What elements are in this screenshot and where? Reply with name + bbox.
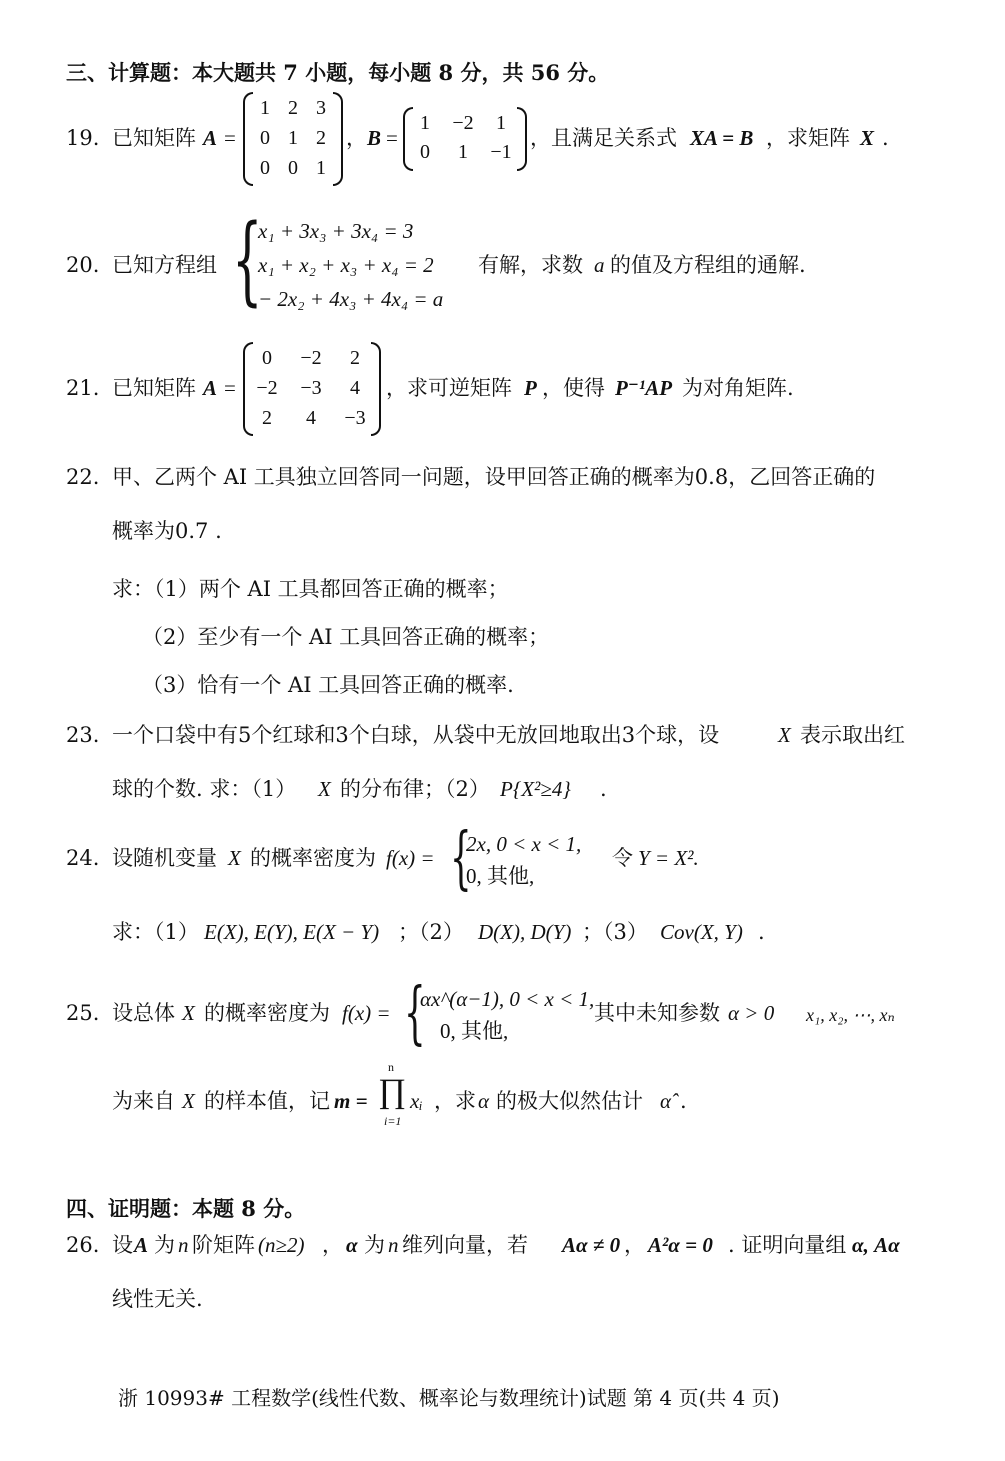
section-3-heading: 三、计算题：本大题共 7 小题，每小题 8 分，共 56 分。	[66, 60, 610, 85]
condition: (n≥2)	[258, 1233, 305, 1257]
product-upper-limit: n	[388, 1060, 394, 1074]
equation-2: x₁ + x₂ + x₃ + x₄ = 2	[258, 253, 434, 277]
question-number: 25.	[66, 1001, 100, 1025]
sample-values: x₁, x₂, ⋯, xₙ	[806, 1005, 895, 1025]
period: .	[758, 920, 765, 944]
matrix-cell: 1	[260, 97, 270, 119]
matrix-cell: 1	[316, 157, 326, 179]
matrix-cell: 1	[288, 127, 298, 149]
vector-group: α, Aα	[852, 1233, 900, 1257]
equation-1: x₁ + 3x₃ + 3x₄ = 3	[258, 219, 414, 243]
question-text: 球的个数. 求：（1）	[112, 777, 297, 801]
question-text: 的样本值，记	[204, 1089, 330, 1113]
question-text: ；（3）	[582, 920, 648, 944]
sub-question-3: （3）恰有一个 AI 工具回答正确的概率.	[142, 673, 514, 697]
question-21	[0, 340, 1005, 440]
matrix-A-label: A	[203, 126, 218, 150]
matrix-cell: 2	[288, 97, 298, 119]
left-brace: {	[404, 974, 426, 1053]
question-22	[0, 462, 1005, 702]
question-24	[0, 819, 1005, 955]
comma: ，	[322, 1233, 343, 1257]
question-text: 为	[364, 1233, 385, 1257]
question-number: 24.	[66, 846, 100, 870]
question-text: . 证明向量组	[728, 1233, 847, 1257]
question-text: 维列向量，若	[402, 1233, 528, 1257]
section-4-heading: 四、证明题：本题 8 分。	[66, 1196, 306, 1221]
question-text: 的概率密度为	[250, 846, 376, 870]
matrix-X-label: X	[860, 126, 875, 150]
matrix-cell: −2	[452, 112, 474, 134]
period: .	[680, 1089, 687, 1113]
variable-n: n	[178, 1233, 189, 1257]
question-23	[0, 720, 1005, 810]
condition: α > 0	[728, 1001, 775, 1025]
variable-X: X	[182, 1089, 195, 1113]
condition-2: A²α = 0	[648, 1233, 713, 1257]
matrix-cell: 1	[458, 141, 468, 163]
comma: ，	[624, 1233, 645, 1257]
question-text: 的分布律；（2）	[340, 777, 490, 801]
condition-1: Aα ≠ 0	[562, 1233, 621, 1257]
question-text: 有解，求数	[478, 253, 583, 277]
question-text: ，使得	[542, 376, 605, 400]
question-lead: 已知矩阵	[112, 126, 196, 150]
matrix-cell: −2	[256, 377, 278, 399]
question-25	[0, 974, 1005, 1140]
vector-alpha: α	[346, 1233, 358, 1257]
question-text: 的极大似然估计	[496, 1089, 643, 1113]
question-text: ；（2）	[398, 920, 464, 944]
matrix-cell: −3	[300, 377, 322, 399]
matrix-B-label: B	[367, 126, 382, 150]
question-text: 线性无关.	[112, 1287, 203, 1311]
variable-alpha: α	[478, 1089, 490, 1113]
question-text: 其中未知参数	[594, 1001, 720, 1025]
relation: XA = B	[690, 126, 754, 150]
question-number: 22.	[66, 465, 100, 489]
matrix-cell: 1	[420, 112, 430, 134]
matrix-cell: 0	[260, 127, 270, 149]
matrix-cell: 0	[288, 157, 298, 179]
sub-question-1: 求：（1）两个 AI 工具都回答正确的概率；	[112, 577, 509, 601]
question-lead: 设随机变量	[112, 846, 217, 870]
variance-expression: D(X), D(Y)	[478, 920, 572, 944]
matrix-cell: −3	[344, 407, 366, 429]
expression-PinvAP: P⁻¹AP	[615, 376, 673, 400]
equation-3: − 2x₂ + 4x₃ + 4x₄ = a	[258, 287, 444, 311]
matrix-cell: 2	[262, 407, 272, 429]
question-text: ，求	[434, 1089, 476, 1113]
variable-a: a	[594, 253, 605, 277]
matrix-cell: 3	[316, 97, 326, 119]
question-text: 的概率密度为	[204, 1001, 330, 1025]
left-brace: {	[450, 819, 472, 898]
question-text: 设	[112, 1233, 133, 1257]
matrix-cell: 1	[496, 112, 506, 134]
question-lead: 设总体	[112, 1001, 175, 1025]
matrix-cell: 4	[306, 407, 316, 429]
question-text: 为来自	[112, 1089, 175, 1113]
question-lead: 已知矩阵	[112, 376, 196, 400]
matrix-B	[403, 107, 527, 171]
question-20	[0, 204, 1005, 320]
case-1: αx^(α−1), 0 < x < 1,	[420, 987, 595, 1011]
variable-m: m =	[334, 1089, 368, 1113]
density-function: f(x) =	[342, 1001, 391, 1025]
comma: ，	[346, 126, 367, 150]
question-text: 为对角矩阵.	[682, 376, 794, 400]
matrix-cell: 0	[420, 141, 430, 163]
question-text: ，且满足关系式	[530, 126, 677, 150]
covariance-expression: Cov(X, Y)	[660, 920, 743, 944]
question-text: 一个口袋中有5个红球和3个白球，从袋中无放回地取出3个球，设	[112, 723, 720, 747]
matrix-cell: 2	[350, 347, 360, 369]
question-text: 为	[154, 1233, 175, 1257]
alpha-hat: α̂	[660, 1089, 672, 1113]
page-footer: 浙 10993# 工程数学(线性代数、概率论与数理统计)试题 第 4 页(共 4 页)	[118, 1386, 780, 1410]
equals-sign: =	[386, 126, 398, 150]
matrix-cell: −2	[300, 347, 322, 369]
case-2: 0, 其他,	[466, 864, 535, 888]
product-lower-limit: i=1	[384, 1114, 402, 1128]
matrix-A-label: A	[134, 1233, 149, 1257]
variable-X: X	[318, 777, 331, 801]
question-19	[0, 90, 1005, 190]
matrix-P-label: P	[524, 376, 537, 400]
question-text: ，求矩阵	[766, 126, 850, 150]
question-number: 20.	[66, 253, 100, 277]
question-number: 19.	[66, 126, 100, 150]
period: .	[600, 777, 607, 801]
expectation-expression: E(X), E(Y), E(X − Y)	[204, 920, 380, 944]
question-26	[0, 1230, 1005, 1320]
variable-X: X	[778, 723, 791, 747]
question-text: ，求可逆矩阵	[386, 376, 512, 400]
matrix-cell: 2	[316, 127, 326, 149]
question-number: 26.	[66, 1233, 100, 1257]
matrix-A-label: A	[203, 376, 218, 400]
question-text: 表示取出红	[800, 723, 905, 747]
question-number: 23.	[66, 723, 100, 747]
matrix-cell: 0	[260, 157, 270, 179]
equals-sign: =	[224, 126, 236, 150]
matrix-cell: −1	[490, 141, 512, 163]
matrix-A	[243, 342, 381, 436]
question-number: 21.	[66, 376, 100, 400]
product-symbol: ∏	[378, 1073, 406, 1110]
matrix-A	[243, 92, 343, 186]
density-function: f(x) =	[386, 846, 435, 870]
question-text: 令	[612, 846, 633, 870]
variable-X: X	[182, 1001, 195, 1025]
case-1: 2x, 0 < x < 1,	[466, 832, 582, 856]
expression-Y: Y = X².	[638, 846, 699, 870]
question-text: 概率为0.7 .	[112, 519, 222, 543]
question-text: 的值及方程组的通解.	[610, 253, 806, 277]
question-lead: 已知方程组	[112, 253, 217, 277]
question-text: 求：（1）	[112, 920, 199, 944]
matrix-cell: 0	[262, 347, 272, 369]
variable-X: X	[228, 846, 241, 870]
sub-question-2: （2）至少有一个 AI 工具回答正确的概率；	[142, 625, 550, 649]
period: .	[882, 126, 889, 150]
question-text: 阶矩阵	[192, 1233, 255, 1257]
probability-expression: P{X²≥4}	[500, 777, 571, 801]
question-text: 甲、乙两个 AI 工具独立回答同一问题，设甲回答正确的概率为0.8，乙回答正确的	[112, 465, 876, 489]
left-brace: {	[232, 204, 263, 316]
product-term: xᵢ	[410, 1089, 423, 1113]
matrix-cell: 4	[350, 377, 360, 399]
case-2: 0, 其他,	[440, 1019, 509, 1043]
variable-n: n	[388, 1233, 399, 1257]
equals-sign: =	[224, 376, 236, 400]
